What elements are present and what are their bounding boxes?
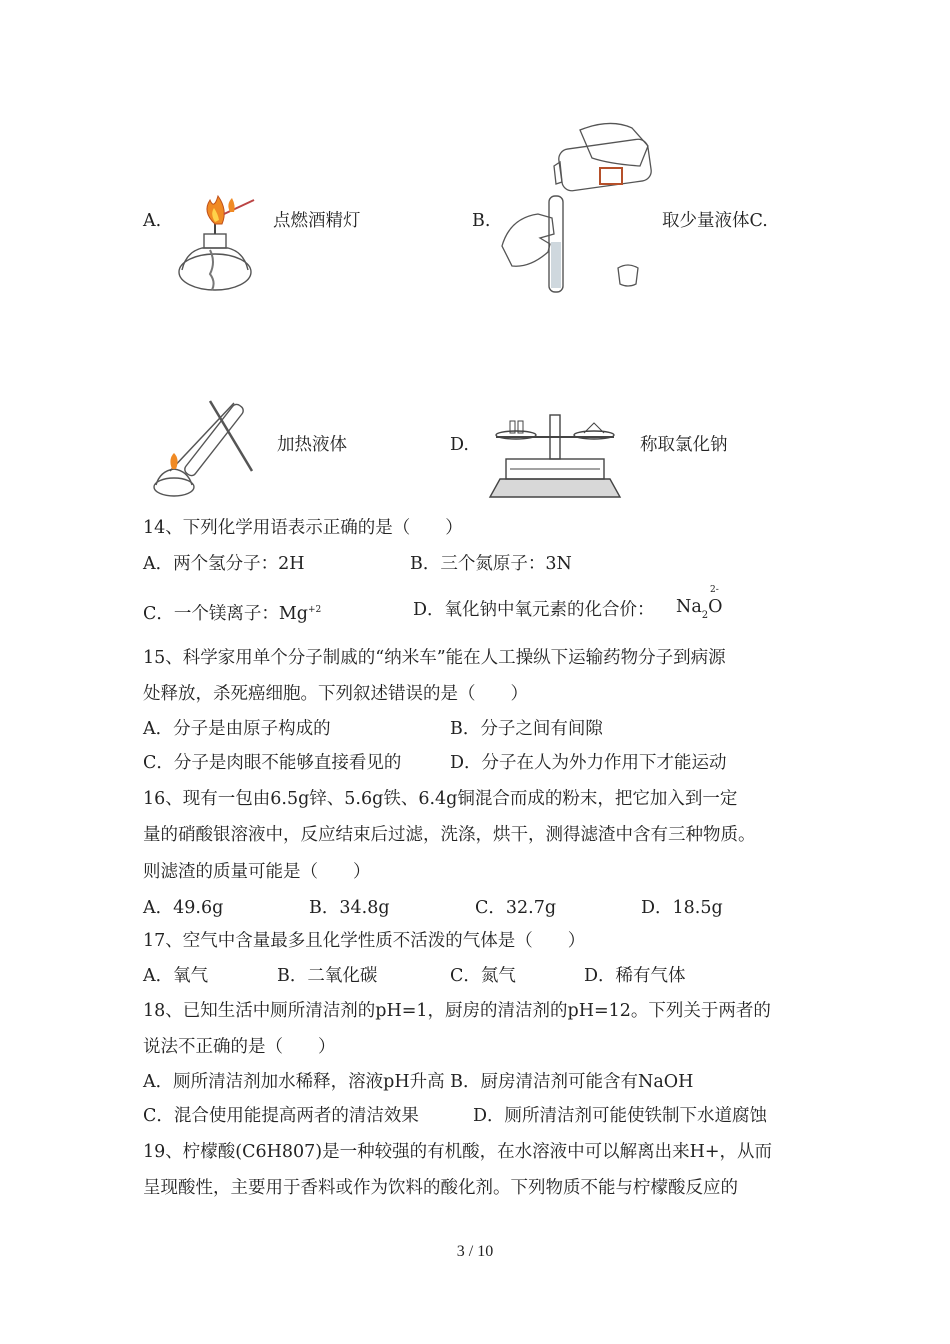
sodium-oxide-formula: $Na_2O$ 2- xyxy=(676,585,723,621)
heating-liquid-illustration xyxy=(148,395,268,503)
option-b-label: B. xyxy=(472,211,491,231)
q16-option-a: A．49.6g xyxy=(143,898,224,918)
q17-option-a: A．氧气 xyxy=(143,966,209,986)
pouring-liquid-illustration xyxy=(500,118,655,298)
q15-option-a: A．分子是由原子构成的 xyxy=(143,719,331,739)
q15-option-d: D．分子在人为外力作用下才能运动 xyxy=(450,753,727,773)
q16-stem-line1: 16、现有一包由6.5g锌、5.6g铁、6.4g铜混合而成的粉末，把它加入到一定 xyxy=(143,789,738,809)
q18-option-d: D．厕所清洁剂可能使铁制下水道腐蚀 xyxy=(473,1106,768,1126)
q15-stem-line2: 处释放，杀死癌细胞。下列叙述错误的是（ ） xyxy=(143,684,528,704)
q16-stem-line2: 量的硝酸银溶液中，反应结束后过滤，洗涤，烘干，测得滤渣中含有三种物质。 xyxy=(143,825,756,845)
q15-option-b: B．分子之间有间隙 xyxy=(450,719,603,739)
balance-scale-illustration xyxy=(486,405,624,501)
q15-stem-line1: 15、科学家用单个分子制戚的“纳米车”能在人工操纵下运输药物分子到病源 xyxy=(143,648,726,668)
q18-option-c: C．混合使用能提高两者的清洁效果 xyxy=(143,1106,419,1126)
q18-stem-line2: 说法不正确的是（ ） xyxy=(143,1037,336,1057)
page-number: 3 / 10 xyxy=(456,1243,494,1260)
option-d-caption: 称取氯化钠 xyxy=(640,435,728,455)
q17-stem: 17、空气中含量最多且化学性质不活泼的气体是（ ） xyxy=(143,931,586,951)
q16-option-c: C．32.7g xyxy=(475,898,557,918)
q17-option-d: D．稀有气体 xyxy=(584,966,686,986)
q19-stem-line2: 呈现酸性，主要用于香料或作为饮料的酸化剂。下列物质不能与柠檬酸反应的 xyxy=(143,1178,738,1198)
option-a-label: A. xyxy=(143,211,162,231)
q19-stem-line1: 19、柠檬酸(C6H807)是一种较强的有机酸，在水溶液中可以解离出来H+，从而 xyxy=(143,1142,773,1162)
alcohol-lamp-lighting-illustration xyxy=(172,190,264,298)
q14-option-c: C．一个镁离子：$Mg^{+2}$ xyxy=(143,604,322,624)
q18-stem-line1: 18、已知生活中厕所清洁剂的pH=1，厨房的清洁剂的pH=12。下列关于两者的 xyxy=(143,1001,771,1021)
q18-option-ab: A．厕所清洁剂加水稀释，溶液pH升高 B．厨房清洁剂可能含有NaOH xyxy=(143,1072,694,1092)
option-c-caption: 加热液体 xyxy=(277,435,347,455)
q14-option-b: B．三个氮原子：3N xyxy=(410,554,572,574)
q16-stem-line3: 则滤渣的质量可能是（ ） xyxy=(143,862,371,882)
q14-option-d: D．氧化钠中氧元素的化合价： xyxy=(413,600,655,620)
q16-option-b: B．34.8g xyxy=(309,898,390,918)
option-a-caption: 点燃酒精灯 xyxy=(273,211,361,231)
q14-option-a: A．两个氢分子：2H xyxy=(143,554,305,574)
q17-option-c: C．氮气 xyxy=(450,966,516,986)
q17-option-b: B．二氧化碳 xyxy=(277,966,378,986)
option-d-label: D. xyxy=(450,435,469,455)
q16-option-d: D．18.5g xyxy=(641,898,723,918)
q14-stem: 14、下列化学用语表示正确的是（ ） xyxy=(143,518,463,538)
option-b-caption: 取少量液体C. xyxy=(662,211,768,231)
q15-option-c: C．分子是肉眼不能够直接看见的 xyxy=(143,753,402,773)
